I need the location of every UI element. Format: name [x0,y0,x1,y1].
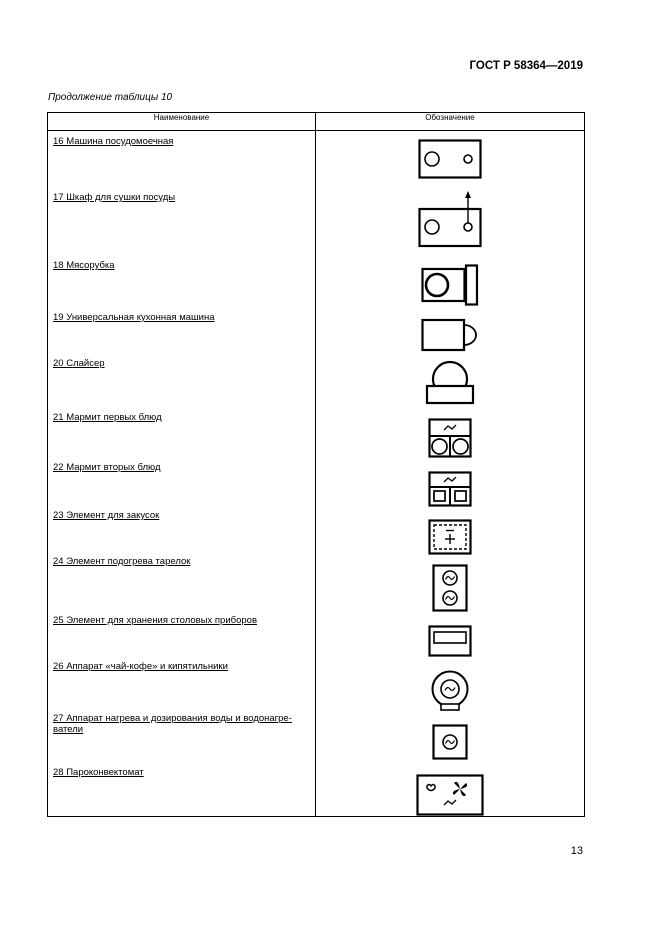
row-name-18: 18 Мясорубка [53,260,115,271]
row-name-22: 22 Мармит вторых блюд [53,462,161,473]
row-name-27: 27 Аппарат нагрева и дозирования воды и водонагре- ватели [53,713,292,735]
row-name-28: 28 Пароконвектомат [53,767,144,778]
column-header-name: Наименование [48,113,316,131]
plate-warmer-icon [316,564,584,624]
page-number: 13 [570,845,583,857]
row-name-20: 20 Слайсер [53,358,105,369]
table-header-row [48,113,585,131]
column-header-symbol: Обозначение [316,113,585,131]
table-body-row [48,131,585,817]
combi-steamer-icon [316,774,584,834]
bain-marie-first-icon [316,418,584,478]
symbols-table [47,112,585,817]
row-name-25: 25 Элемент для хранения столовых приборов [53,615,257,626]
meat-grinder-icon [316,264,584,324]
row-name-23: 23 Элемент для закусок [53,510,160,521]
dishwasher-icon [316,139,584,199]
row-name-26: 26 Аппарат «чай-кофе» и кипятильники [53,661,228,672]
dish-drying-cabinet-icon [316,191,584,251]
row-name-16: 16 Машина посудомоечная [53,136,174,147]
symbols-column [316,131,585,817]
table-caption: Продолжение таблицы 10 [48,92,173,103]
row-name-24: 24 Элемент подогрева тарелок [53,556,191,567]
names-column [48,131,316,817]
tea-coffee-icon [316,669,584,729]
row-name-21: 21 Мармит первых блюд [53,412,162,423]
standard-code: ГОСТ Р 58364—2019 [469,60,583,72]
row-name-17: 17 Шкаф для сушки посуды [53,192,176,203]
row-name-19: 19 Универсальная кухонная машина [53,312,215,323]
slicer-icon [316,360,584,420]
